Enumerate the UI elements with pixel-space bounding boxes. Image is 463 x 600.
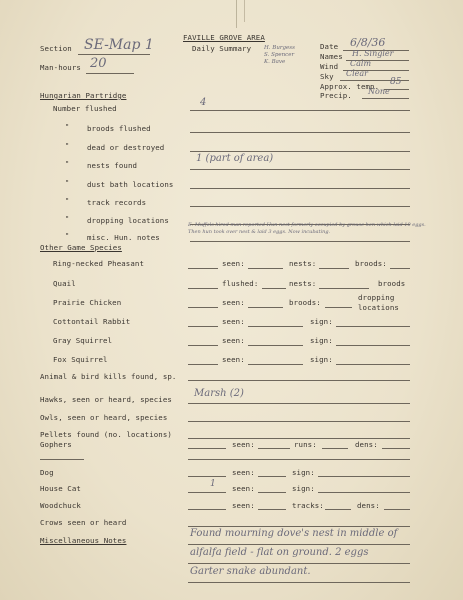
hawks-value: Marsh (2) [194, 388, 244, 399]
blank-line [325, 307, 352, 308]
blank-line [384, 509, 410, 510]
track-line [190, 206, 410, 207]
date-label: Date [320, 42, 339, 51]
blank-line [188, 459, 410, 460]
sign-label: sign: [292, 468, 315, 477]
nests-field-label: nests: [289, 259, 317, 268]
nests-field-label: nests: [289, 279, 317, 288]
runs-label: runs: [294, 440, 317, 449]
notes-line-2: alfalfa field - flat on ground. 2 eggs [190, 547, 369, 558]
seen-label: seen: [222, 355, 245, 364]
blank-line [188, 288, 218, 289]
cat-label: House Cat [40, 484, 81, 493]
blank-line [319, 288, 369, 289]
nests-value: 1 (part of area) [196, 153, 274, 164]
blank-line [336, 326, 410, 327]
form-title: FAVILLE GROVE AREA [183, 33, 265, 42]
blank-line [188, 307, 218, 308]
blank-line [336, 345, 410, 346]
rabbit-label: Cottontail Rabbit [53, 317, 131, 326]
blank-line [325, 509, 351, 510]
track-label: track records [87, 198, 147, 207]
paper-fold [244, 0, 246, 22]
ditto-mark: " [65, 197, 70, 205]
quail-label: Quail [53, 279, 76, 288]
seen-label: seen: [232, 468, 255, 477]
owls-line [188, 421, 410, 422]
manhours-label: Man-hours [40, 63, 81, 72]
observer-2: S. Spencer [264, 52, 295, 58]
notes-line-3: Garter snake abundant. [190, 566, 311, 577]
dead-line [190, 151, 410, 152]
blank-line [188, 364, 218, 365]
seen-label: seen: [232, 440, 255, 449]
pellets-line [188, 438, 410, 439]
blank-line [258, 509, 286, 510]
temp-value: 85 [390, 77, 402, 87]
dens-label: dens: [357, 501, 380, 510]
blank-line [248, 345, 303, 346]
sign-label: sign: [310, 355, 333, 364]
seen-label: seen: [232, 501, 255, 510]
wind-value: Calm [350, 59, 372, 68]
misc-line [190, 241, 410, 242]
sign-label: sign: [310, 317, 333, 326]
owls-label: Owls, seen or heard, species [40, 413, 168, 422]
sign-label: sign: [292, 484, 315, 493]
blank-line [258, 476, 286, 477]
blank-line [382, 448, 410, 449]
broods-line [190, 132, 410, 133]
ditto-mark: " [65, 179, 70, 187]
dropping-label: dropping locations [87, 216, 169, 225]
broods-field-label: broods: [289, 298, 321, 307]
prairie-label: Prairie Chicken [53, 298, 122, 307]
broods-field-label: broods: [355, 259, 387, 268]
date-value: 6/8/36 [350, 36, 386, 49]
blank-line [188, 476, 226, 477]
kills-line [188, 380, 410, 381]
fox-squirrel-label: Fox Squirrel [53, 355, 108, 364]
other-species-heading: Other Game Species [40, 243, 122, 252]
blank-line [248, 326, 303, 327]
section-label: Section [40, 44, 72, 53]
blank-line [188, 326, 218, 327]
blank-line [188, 448, 226, 449]
broods-label: broods flushed [87, 124, 151, 133]
blank-line [319, 268, 349, 269]
hawks-line [188, 403, 410, 404]
dens-label: dens: [355, 440, 378, 449]
precip-label: Precip. [320, 91, 352, 100]
precip-line [362, 98, 409, 99]
form-subtitle: Daily Summary [192, 44, 252, 53]
sky-value: Clear [346, 69, 369, 78]
gophers-label: Gophers [40, 440, 72, 449]
manhours-line [86, 73, 134, 74]
woodchuck-label: Woodchuck [40, 501, 81, 510]
hawks-label: Hawks, seen or heard, species [40, 395, 172, 404]
section-line [78, 54, 150, 55]
ditto-mark: " [65, 160, 70, 168]
number-flushed-label: Number flushed [53, 104, 117, 113]
section-value: SE-Map 1 [84, 37, 154, 53]
gray-squirrel-label: Gray Squirrel [53, 336, 113, 345]
blank-line [258, 448, 290, 449]
observer-1: H. Burgess [264, 45, 295, 51]
blank-line [188, 492, 226, 493]
flushed-label: flushed: [222, 279, 259, 288]
ditto-mark: " [65, 232, 70, 240]
blank-line [248, 268, 283, 269]
blank-line [248, 307, 283, 308]
ditto-mark: " [65, 123, 70, 131]
notes-rule [188, 544, 410, 545]
tracks-label: tracks: [292, 501, 324, 510]
blank-line [188, 345, 218, 346]
sky-label: Sky [320, 72, 334, 81]
cat-value: 1 [210, 479, 216, 489]
locations-field-label: locations [358, 303, 399, 312]
dog-label: Dog [40, 468, 54, 477]
crows-line [188, 526, 410, 527]
blank-line [322, 448, 348, 449]
nests-line [190, 169, 410, 170]
paper-fold [236, 0, 239, 28]
seen-label: seen: [222, 336, 245, 345]
wind-label: Wind [320, 62, 339, 71]
misc-notes-value: E. Muffels hired man reported Hun nest formerly occupied by grouse hen which laid 10 eggs. Then hun took over nest & laid 3 eggs. Now incubating. [188, 222, 426, 235]
dropping-field-label: dropping [358, 293, 395, 302]
pellets-label: Pellets found (no. locations) [40, 430, 172, 439]
dust-line [190, 188, 410, 189]
blank-line [318, 476, 410, 477]
names-value: H. Singler [352, 49, 394, 58]
names-label: Names [320, 52, 343, 61]
blank-line [258, 492, 286, 493]
notes-rule [188, 582, 410, 583]
precip-value: None [368, 87, 390, 96]
ditto-mark: " [65, 142, 70, 150]
blank-line [318, 492, 410, 493]
crows-label: Crows seen or heard [40, 518, 127, 527]
broods-field-label: broods [378, 279, 406, 288]
blank-line [262, 288, 286, 289]
dead-label: dead or destroyed [87, 143, 165, 152]
notes-line-1: Found mourning dove's nest in middle of [190, 528, 398, 539]
number-flushed-value: 4 [200, 97, 207, 108]
kills-label: Animal & bird kills found, sp. [40, 372, 177, 381]
seen-label: seen: [232, 484, 255, 493]
blank-line [248, 364, 303, 365]
number-flushed-line [190, 110, 410, 111]
misc-notes-label: misc. Hun. notes [87, 233, 160, 242]
seen-label: seen: [222, 298, 245, 307]
blank-line [188, 509, 226, 510]
pheasant-label: Ring-necked Pheasant [53, 259, 144, 268]
partridge-heading: Hungarian Partridge [40, 91, 127, 100]
dust-label: dust bath locations [87, 180, 174, 189]
observer-3: K. Bave [264, 59, 286, 65]
seen-label: seen: [222, 317, 245, 326]
seen-label: seen: [222, 259, 245, 268]
blank-line [40, 459, 84, 460]
sign-label: sign: [310, 336, 333, 345]
misc-notes-heading: Miscellaneous Notes [40, 536, 127, 545]
ditto-mark: " [65, 215, 70, 223]
blank-line [188, 268, 218, 269]
blank-line [336, 364, 410, 365]
manhours-value: 20 [90, 56, 107, 71]
notes-rule [188, 563, 410, 564]
nests-label: nests found [87, 161, 138, 170]
blank-line [390, 268, 410, 269]
temp-label: Approx. temp. [320, 82, 380, 91]
